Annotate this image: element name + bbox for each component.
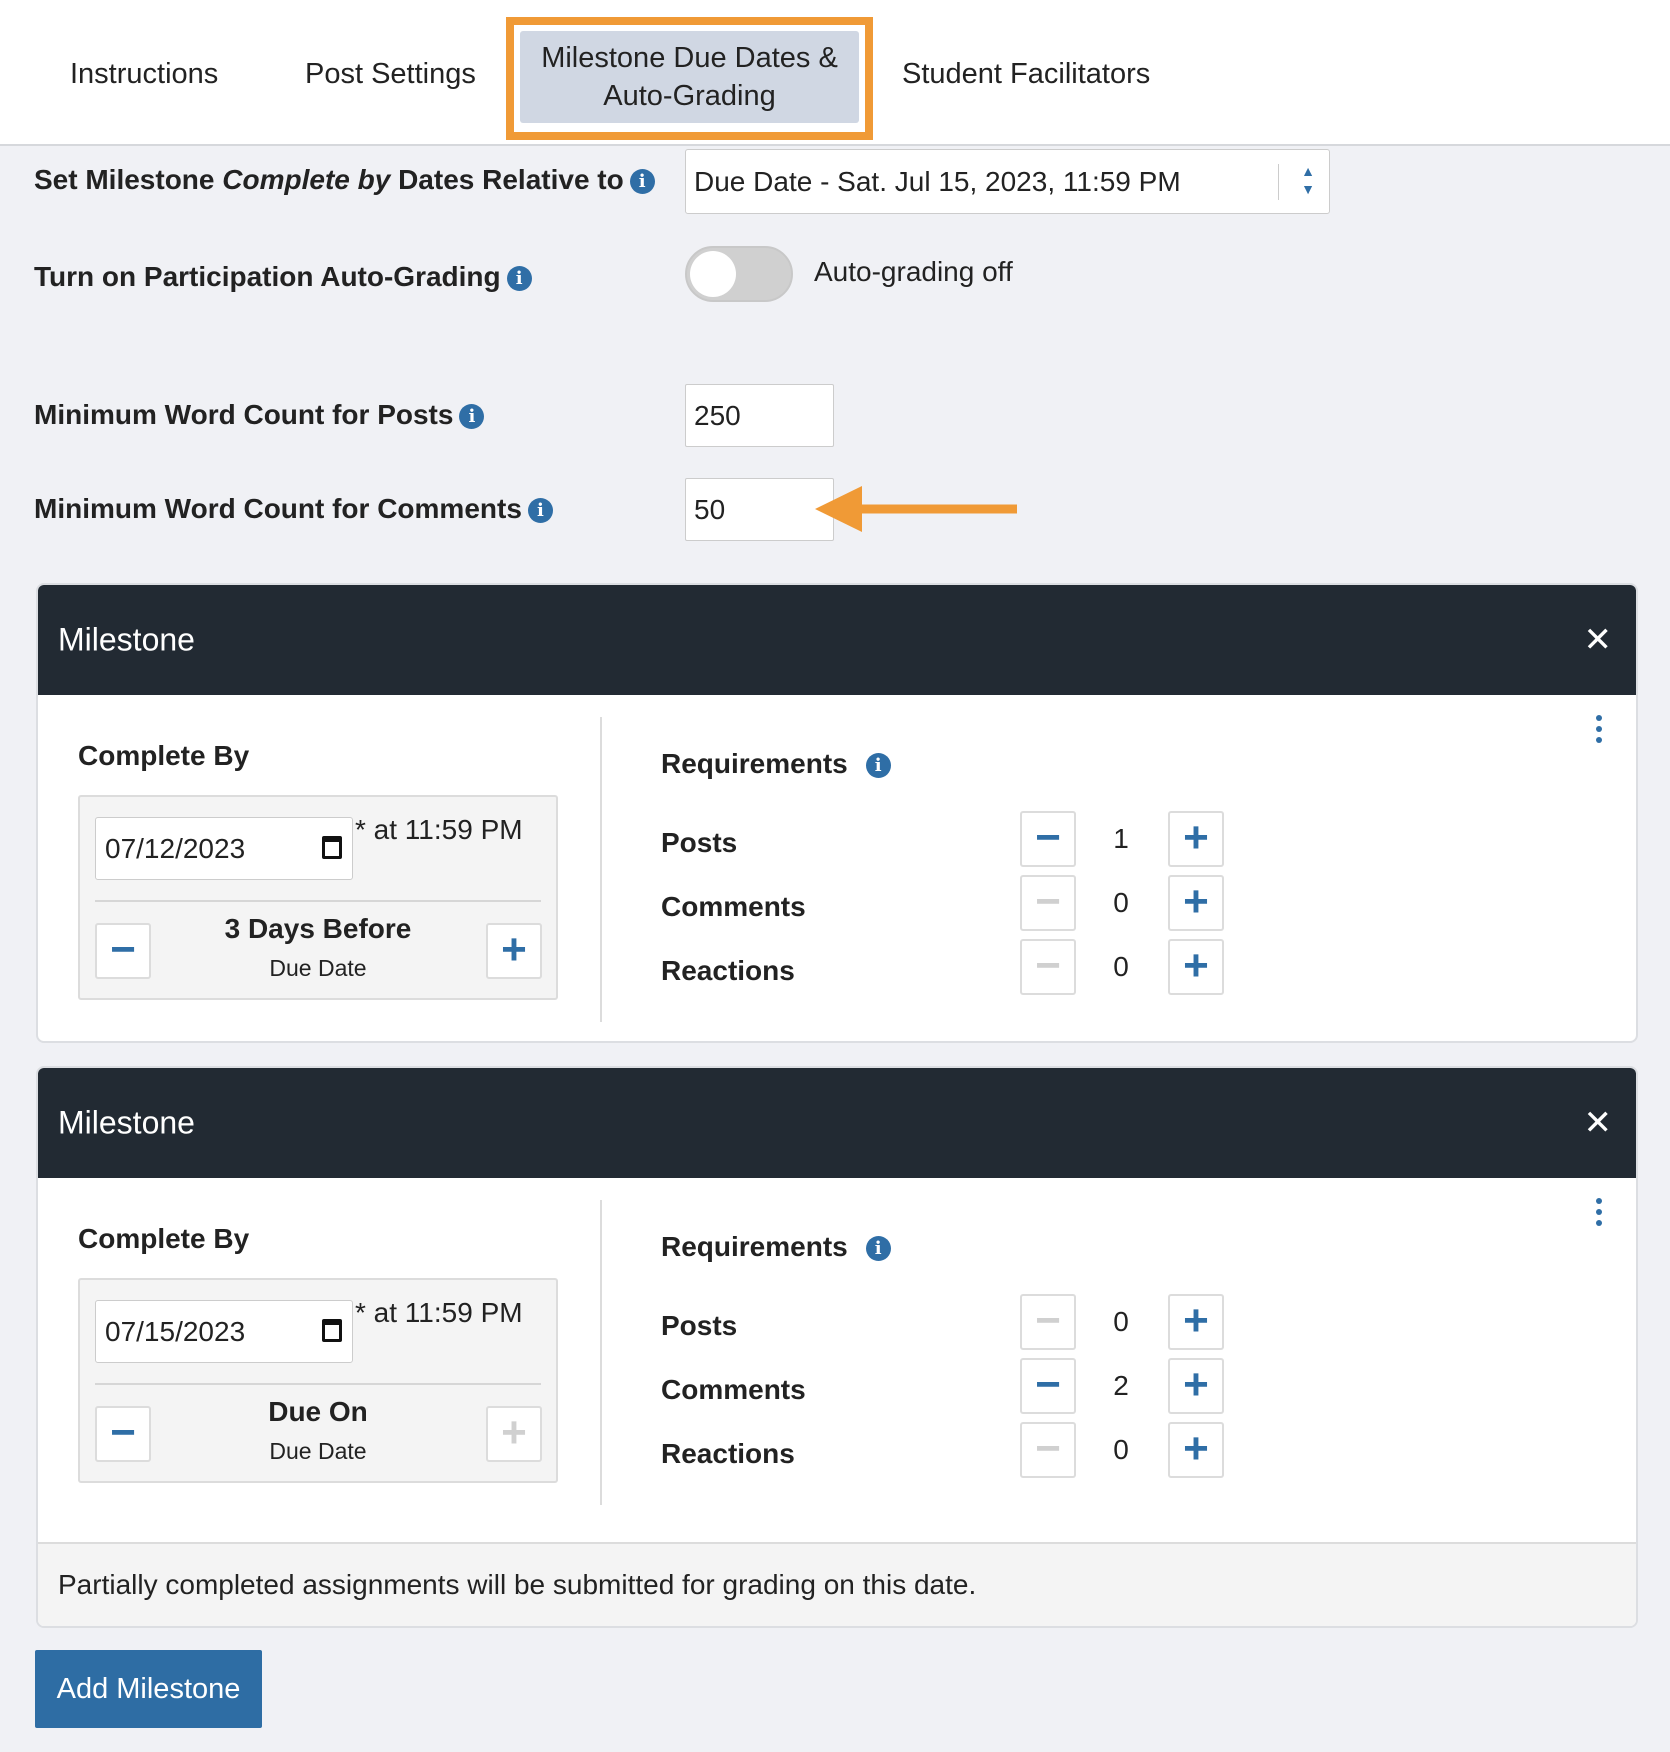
posts-value: 1 (1113, 823, 1129, 854)
info-icon[interactable]: i (630, 169, 655, 194)
time-label: * at 11:59 PM (355, 814, 523, 845)
posts-wordcount-input[interactable]: 250 (685, 384, 834, 447)
posts-decrement-button[interactable]: − (1020, 811, 1076, 867)
req-reactions-label: Reactions (661, 955, 795, 986)
complete-by-title: Complete By (78, 740, 250, 771)
reactions-decrement-button[interactable]: − (1020, 1422, 1076, 1478)
tab-post-settings[interactable]: Post Settings (305, 58, 476, 90)
select-value: Due Date - Sat. Jul 15, 2023, 11:59 PM (694, 166, 1181, 197)
label-text: Minimum Word Count for Comments (34, 493, 522, 524)
req-posts-label: Posts (661, 827, 738, 858)
milestone-header (38, 585, 1636, 695)
posts-wordcount-label (34, 399, 484, 431)
autograde-status: Auto-grading off (814, 256, 1013, 287)
close-icon[interactable]: ✕ (1583, 621, 1612, 659)
label-part: Set Milestone (34, 164, 223, 195)
relative-dates-label (34, 164, 655, 196)
orange-arrow-annotation (812, 484, 1022, 534)
milestone-title: Milestone (58, 1104, 195, 1141)
milestone-card (36, 583, 1638, 1043)
req-reactions-label: Reactions (661, 1438, 795, 1469)
divider (95, 1383, 541, 1385)
info-icon[interactable]: i (528, 498, 553, 523)
tab-bar (0, 0, 1670, 146)
autograde-toggle[interactable] (685, 246, 793, 302)
kebab-menu-icon[interactable] (1596, 715, 1602, 748)
milestone-header (38, 1068, 1636, 1178)
tab-student-facilitators[interactable]: Student Facilitators (902, 58, 1151, 90)
label-part: Dates Relative to (390, 164, 624, 195)
requirements-label: Requirements (661, 748, 848, 779)
add-milestone-button[interactable]: Add Milestone (35, 1650, 262, 1728)
milestone-title: Milestone (58, 621, 195, 658)
posts-value: 0 (1113, 1306, 1129, 1337)
info-icon[interactable]: i (866, 753, 891, 778)
req-comments-label: Comments (661, 891, 806, 922)
kebab-menu-icon[interactable] (1596, 1198, 1602, 1231)
offset-decrement-button[interactable]: − (95, 923, 151, 979)
comments-wordcount-label (34, 493, 553, 525)
offset-reference: Due Date (269, 1438, 367, 1464)
highlight-box (506, 17, 873, 140)
milestone-footer-note: Partially completed assignments will be submitted for grading on this date. (38, 1542, 1636, 1626)
label-text: Minimum Word Count for Posts (34, 399, 454, 430)
complete-by-panel (78, 1278, 558, 1483)
tab-milestone-due-dates[interactable]: Milestone Due Dates & Auto-Grading (520, 31, 859, 123)
comments-increment-button[interactable]: + (1168, 1358, 1224, 1414)
offset-label: 3 Days Before (224, 913, 412, 944)
offset-label: Due On (268, 1396, 368, 1427)
req-posts-label: Posts (661, 1310, 738, 1341)
date-input[interactable] (95, 817, 353, 880)
posts-increment-button[interactable]: + (1168, 1294, 1224, 1350)
req-comments-label: Comments (661, 1374, 806, 1405)
reactions-increment-button[interactable]: + (1168, 939, 1224, 995)
divider (95, 900, 541, 902)
reactions-increment-button[interactable]: + (1168, 1422, 1224, 1478)
toggle-knob (690, 251, 736, 297)
date-input[interactable] (95, 1300, 353, 1363)
complete-by-title: Complete By (78, 1223, 250, 1254)
divider (1278, 164, 1279, 200)
comments-decrement-button[interactable]: − (1020, 875, 1076, 931)
comments-increment-button[interactable]: + (1168, 875, 1224, 931)
tab-instructions[interactable]: Instructions (70, 58, 219, 90)
info-icon[interactable]: i (866, 1236, 891, 1261)
select-arrows-icon: ▲ ▼ (1301, 163, 1315, 197)
requirements-title (661, 1231, 891, 1263)
calendar-icon[interactable] (322, 1319, 342, 1342)
label-text: Turn on Participation Auto-Grading (34, 261, 501, 292)
date-value: 07/12/2023 (105, 833, 246, 864)
info-icon[interactable]: i (507, 266, 532, 291)
comments-value: 2 (1113, 1370, 1129, 1401)
date-value: 07/15/2023 (105, 1316, 246, 1347)
posts-increment-button[interactable]: + (1168, 811, 1224, 867)
milestone-card (36, 1066, 1638, 1628)
requirements-title (661, 748, 891, 780)
comments-value: 0 (1113, 887, 1129, 918)
offset-decrement-button[interactable]: − (95, 1406, 151, 1462)
close-icon[interactable]: ✕ (1583, 1104, 1612, 1142)
comments-decrement-button[interactable]: − (1020, 1358, 1076, 1414)
offset-increment-button[interactable]: + (486, 1406, 542, 1462)
comments-wordcount-input[interactable]: 50 (685, 478, 834, 541)
offset-increment-button[interactable]: + (486, 923, 542, 979)
divider (600, 717, 602, 1022)
calendar-icon[interactable] (322, 836, 342, 859)
offset-reference: Due Date (269, 955, 367, 981)
autograde-label (34, 261, 532, 293)
relative-date-select[interactable] (685, 149, 1330, 214)
reactions-value: 0 (1113, 1434, 1129, 1465)
posts-decrement-button[interactable]: − (1020, 1294, 1076, 1350)
reactions-value: 0 (1113, 951, 1129, 982)
label-emphasis: Complete by (222, 164, 391, 195)
reactions-decrement-button[interactable]: − (1020, 939, 1076, 995)
info-icon[interactable]: i (459, 404, 484, 429)
requirements-label: Requirements (661, 1231, 848, 1262)
time-label: * at 11:59 PM (355, 1297, 523, 1328)
complete-by-panel (78, 795, 558, 1000)
divider (600, 1200, 602, 1505)
